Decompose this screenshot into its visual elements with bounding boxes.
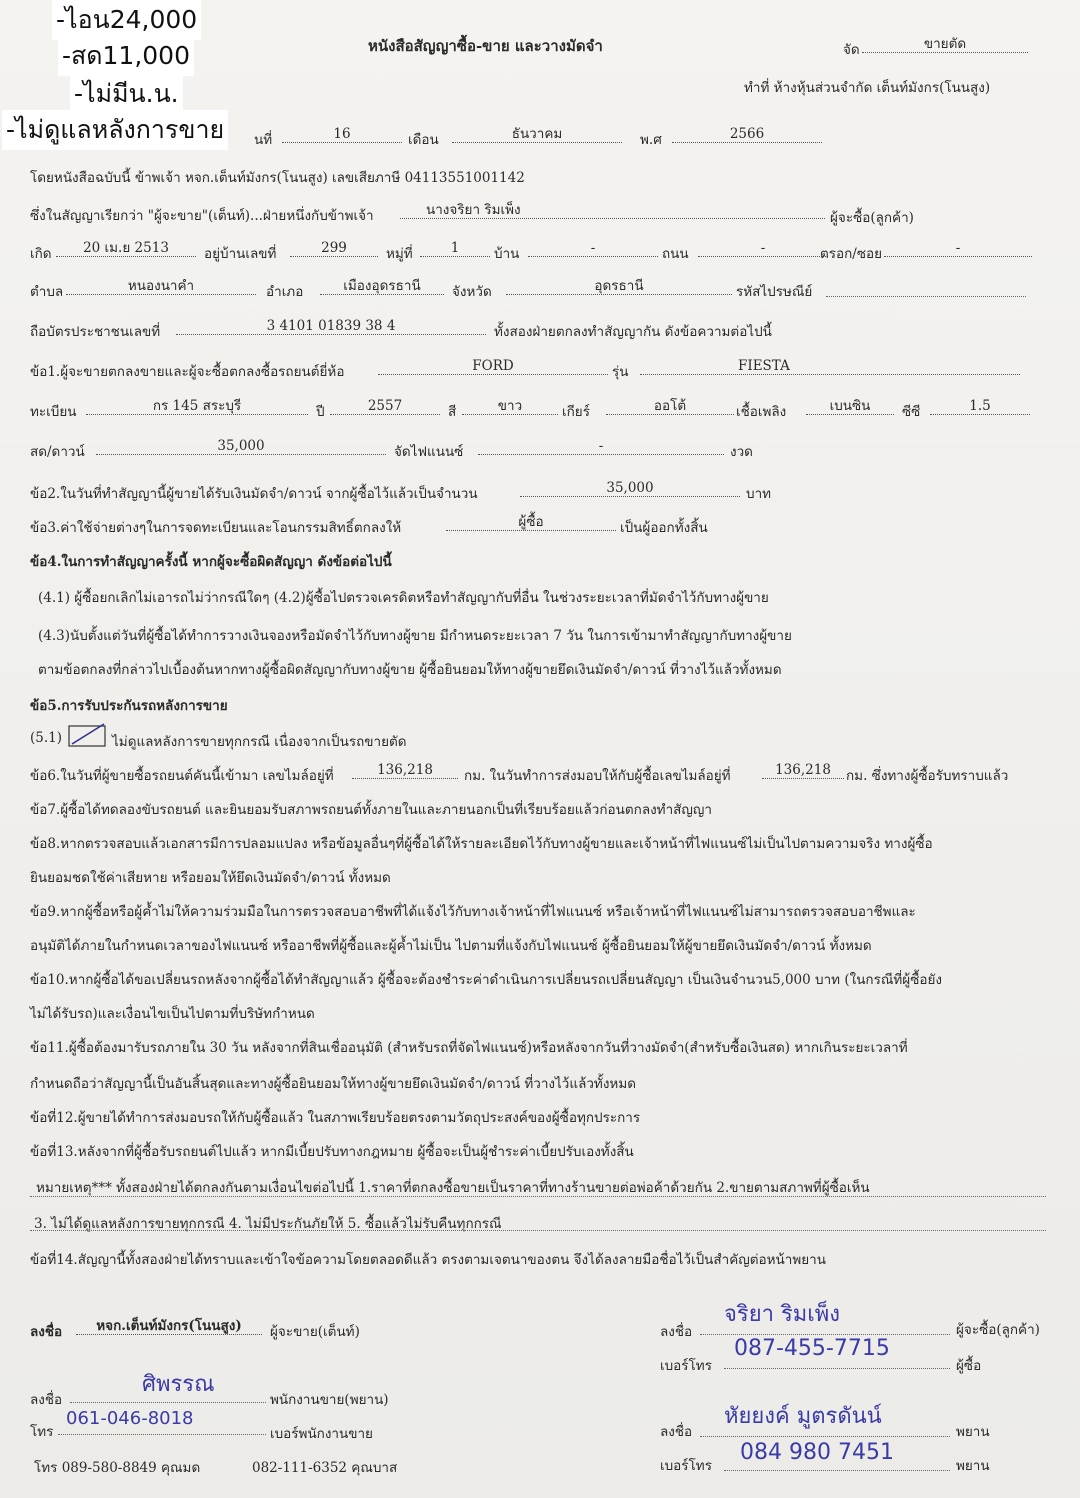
tag-label: จัด <box>843 42 860 58</box>
car-model: FIESTA <box>640 358 1020 375</box>
sales-phone: 061-046-8018 <box>66 1408 194 1429</box>
district: เมืองอุดรธานี <box>320 278 444 295</box>
checked-checkbox[interactable] <box>68 722 106 746</box>
fuel-label: เชื้อเพลิง <box>736 404 787 420</box>
village: - <box>528 240 658 257</box>
model-label: รุ่น <box>612 364 629 380</box>
house-label: อยู่บ้านเลขที่ <box>204 246 277 262</box>
seller-sign-label: ลงชื่อ <box>30 1324 63 1340</box>
witness-phone-role: พยาน <box>956 1458 990 1474</box>
clause13-text: ข้อที่13.หลังจากที่ผู้ซื้อรับรถยนต์ไปแล้ว หากมีเบี้ยปรับทางกฎหมาย ผู้ซื้อจะเป็นผู้ชำระค่าเบี้ยปรับเองทั้งสิ้น <box>30 1144 634 1160</box>
car-gear: ออโต้ <box>606 398 734 415</box>
province-label: จังหวัด <box>452 284 492 300</box>
id-number: 3 4101 01839 38 4 <box>176 318 486 335</box>
buyer-role: ผู้จะซื้อ(ลูกค้า) <box>956 1322 1040 1338</box>
cash-amount: 35,000 <box>96 438 386 455</box>
remark-line-2: 3. ไม่ได้ดูแลหลังการขายทุกกรณี 4. ไม่มีประกันภัยให้ 5. ซื้อแล้วไม่รับคืนทุกกรณี <box>34 1216 502 1232</box>
clause4-line-2: (4.3)นับตั้งแต่วันที่ผู้ซื้อได้ทำการวางเงินจองหรือมัดจำไว้กับทางผู้ขาย มีกำหนดระยะเวลา 7 วัน ในการเข้ามาทำสัญญากับทางผู้ขาย <box>38 628 792 644</box>
overlay-line-3: -ไม่มีน.น. <box>70 74 183 114</box>
witness-sign-label: ลงชื่อ <box>660 1424 693 1440</box>
mileage-in: 136,218 <box>352 762 458 779</box>
id-suffix: ทั้งสองฝ่ายตกลงทำสัญญากัน ดังข้อความต่อไปนี้ <box>494 324 772 340</box>
clause6-text-c: กม. ซึ่งทางผู้ซื้อรับทราบแล้ว <box>846 768 1009 784</box>
tag-value: ขายตัด <box>862 36 1028 53</box>
district-label: อำเภอ <box>266 284 304 300</box>
moo-no: 1 <box>420 240 490 257</box>
clause7-text: ข้อ7.ผู้ซื้อได้ทดลองขับรถยนต์ และยินยอมรับสภาพรถยนต์ทั้งภายในและภายนอกเป็นที่เรียบร้อยแล้วก่อนตกลงทำสัญญา <box>30 802 712 818</box>
road: - <box>698 240 828 257</box>
intro-line-1: โดยหนังสือฉบับนี้ ข้าพเจ้า หจก.เต็นท์มังกร(โนนสูง) เลขเสียภาษี 04113551001142 <box>30 170 525 186</box>
clause11-line-2: กำหนดถือว่าสัญญานี้เป็นอันสิ้นสุดและทางผู้ซื้อยินยอมให้ทางผู้ขายยึดเงินมัดจำ/ดาวน์ ที่วางไว้แล้วทั้งหมด <box>30 1076 636 1092</box>
clause10-line-1: ข้อ10.หากผู้ซื้อได้ขอเปลี่ยนรถหลังจากผู้ซื้อได้ทำสัญญาแล้ว ผู้ซื้อจะต้องชำระค่าดำเนินการเปลี่ยนรถเปลี่ยนสัญญา เป็นเงินจำนวน5,000 บาท (ในกรณีที่ผู้ซื้อยัง <box>30 972 942 988</box>
buyer-role: ผู้จะซื้อ(ลูกค้า) <box>830 210 914 226</box>
witness-phone: 084 980 7451 <box>740 1440 894 1465</box>
clause5-title: ข้อ5.การรับประกันรถหลังการขาย <box>30 698 228 714</box>
seller-name: หจก.เต็นท์มังกร(โนนสูง) <box>76 1318 262 1335</box>
cc-label: ซีซี <box>902 404 921 420</box>
installment-label: งวด <box>730 444 753 460</box>
moo-label: หมู่ที่ <box>386 246 413 262</box>
witness-phone-label: เบอร์โทร <box>660 1458 712 1474</box>
seller-role: ผู้จะขาย(เต็นท์) <box>270 1324 360 1340</box>
car-plate: กร 145 สระบุรี <box>86 398 308 415</box>
car-fuel: เบนซิน <box>806 398 894 415</box>
plate-label: ทะเบียน <box>30 404 77 420</box>
overlay-line-2: -สด11,000 <box>58 36 194 76</box>
alley-label: ตรอก/ซอย <box>820 246 883 262</box>
subdistrict-label: ตำบล <box>30 284 64 300</box>
clause6-text-a: ข้อ6.ในวันที่ผู้ขายซื้อรถยนต์คันนี้เข้ามา เลขไมล์อยู่ที่ <box>30 768 334 784</box>
id-label: ถือบัตรประชาชนเลขที่ <box>30 324 161 340</box>
buyer-phone: 087-455-7715 <box>734 1336 890 1361</box>
clause2-text: ข้อ2.ในวันที่ทำสัญญานี้ผู้ขายได้รับเงินมัดจำ/ดาวน์ จากผู้ซื้อไว้แล้วเป็นจำนวน <box>30 486 478 502</box>
contact-2: 082-111-6352 คุณบาส <box>252 1460 398 1476</box>
cash-label: สด/ดาวน์ <box>30 444 85 460</box>
alley: - <box>884 240 1032 257</box>
clause4-line-3: ตามข้อตกลงที่กล่าวไปเบื้องต้นหากทางผู้ซื้อผิดสัญญากับทางผู้ขาย ผู้ซื้อยินยอมให้ทางผู้ขายยึดเงินมัดจำ/ดาวน์ ที่วางไว้แล้วทั้งหมด <box>38 662 782 678</box>
buyer-phone-label: เบอร์โทร <box>660 1358 712 1374</box>
village-label: บ้าน <box>494 246 520 262</box>
witness-signature: หัยยงค์ มูตรดันน์ <box>724 1404 882 1429</box>
born-label: เกิด <box>30 246 52 262</box>
sales-tel-label: โทร <box>30 1424 54 1440</box>
car-brand: FORD <box>378 358 608 375</box>
month-label: เดือน <box>408 132 439 148</box>
buyer-signature: จริยา ริมเพ็ง <box>724 1302 841 1327</box>
deposit-unit: บาท <box>746 486 772 502</box>
sales-role: พนักงานขาย(พยาน) <box>270 1392 389 1408</box>
date-day: 16 <box>282 126 402 143</box>
contract-place: ทำที่ ห้างหุ้นส่วนจำกัด เต็นท์มังกร(โนนสูง) <box>744 80 991 96</box>
clause4-line-1: (4.1) ผู้ซื้อยกเลิกไม่เอารถไม่ว่ากรณีใดๆ (4.2)ผู้ซื้อไปตรวจเครดิตหรือทำสัญญากับที่อื่น ในช่วงระยะเวลาที่มัดจำไว้กับทางผู้ขาย <box>38 590 769 606</box>
clause10-line-2: ไม่ได้รับรถ)และเงื่อนไขเป็นไปตามที่บริษัทกำหนด <box>30 1006 315 1022</box>
overlay-line-1: -ไอน24,000 <box>52 0 201 40</box>
date-prefix: นที่ <box>254 132 273 148</box>
clause1-text: ข้อ1.ผู้จะขายตกลงขายและผู้จะซื้อตกลงซื้อรถยนต์ยี่ห้อ <box>30 364 345 380</box>
clause8-line-1: ข้อ8.หากตรวจสอบแล้วเอกสารมีการปลอมแปลง หรือข้อมูลอื่นๆที่ผู้ซื้อได้ให้รายละเอียดไว้กับทางผู้ขายและเจ้าหน้าที่ไฟแนนซ์ไม่เป็นไปตามความจริง ทางผู้ซื้อ <box>30 836 933 852</box>
buyer-sign-label: ลงชื่อ <box>660 1324 693 1340</box>
clause11-line-1: ข้อ11.ผู้ซื้อต้องมารับรถภายใน 30 วัน หลังจากที่สินเชื่ออนุมัติ (สำหรับรถที่จัดไฟแนนซ์)หรือหลังจากวันที่วางมัดจำ(สำหรับซื้อเงินสด) หากเกินระยะเวลาที่ <box>30 1040 908 1056</box>
date-year: 2566 <box>672 126 822 143</box>
sales-phone-role: เบอร์พนักงานขาย <box>270 1426 373 1442</box>
clause6-text-b: กม. ในวันทำการส่งมอบให้กับผู้ซื้อเลขไมล์อยู่ที่ <box>464 768 731 784</box>
clause5-text: ไม่ดูแลหลังการขายทุกกรณี เนื่องจากเป็นรถขายตัด <box>112 734 407 750</box>
clause5-number: (5.1) <box>30 730 63 746</box>
clause9-line-2: อนุมัติได้ภายในกำหนดเวลาของไฟแนนซ์ หรืออาชีพที่ผู้ซื้อและผู้ค้ำไม่เป็น ไปตามที่แจ้งกับไฟแนนซ์ ผู้ซื้อยินยอมให้ผู้ขายยึดเงินมัดจำ/ดาวน์ ทั้งหมด <box>30 938 872 954</box>
mileage-out: 136,218 <box>762 762 844 779</box>
color-label: สี <box>448 404 457 420</box>
deposit-amount: 35,000 <box>520 480 740 497</box>
clause12-text: ข้อที่12.ผู้ขายได้ทำการส่งมอบรถให้กับผู้ซื้อแล้ว ในสภาพเรียบร้อยตรงตามวัตถุประสงค์ของผู้ซื้อทุกประการ <box>30 1110 641 1126</box>
gear-label: เกียร์ <box>562 404 590 420</box>
province: อุดรธานี <box>506 278 732 295</box>
date-month: ธันวาคม <box>452 126 622 143</box>
subdistrict: หนองนาคำ <box>66 278 256 295</box>
year-label: พ.ศ <box>640 132 662 148</box>
car-year-label: ปี <box>316 404 325 420</box>
road-label: ถนน <box>662 246 689 262</box>
overlay-line-4: -ไม่ดูแลหลังการขาย <box>2 110 228 150</box>
buyer-phone-role: ผู้ซื้อ <box>956 1358 982 1374</box>
document-title: หนังสือสัญญาซื้อ-ขาย และวางมัดจำ <box>368 37 603 55</box>
car-cc: 1.5 <box>930 398 1030 415</box>
sales-sign-label: ลงชื่อ <box>30 1392 63 1408</box>
clause8-line-2: ยินยอมชดใช้ค่าเสียหาย หรือยอมให้ยึดเงินมัดจำ/ดาวน์ ทั้งหมด <box>30 870 391 886</box>
remark-line-1: หมายเหตุ*** ทั้งสองฝ่ายได้ตกลงกันตามเงื่อนไขต่อไปนี้ 1.ราคาที่ตกลงซื้อขายเป็นราคาที่ทางร้านขายต่อพ่อค้าด้วยกัน 2.ขายตามสภาพที่ผู้ซื้อเห็น <box>36 1180 870 1196</box>
fee-payer: ผู้ซื้อ <box>446 514 616 531</box>
born-date: 20 เม.ย 2513 <box>56 240 196 257</box>
intro-line-2: ซึ่งในสัญญาเรียกว่า "ผู้จะขาย"(เต็นท์)...ฝ่ายหนึ่งกับข้าพเจ้า <box>30 208 374 224</box>
car-color: ขาว <box>462 398 558 415</box>
contact-1: โทร 089-580-8849 คุณมด <box>34 1460 201 1476</box>
clause14-text: ข้อที่14.สัญญานี้ทั้งสองฝ่ายได้ทราบและเข้าใจข้อความโดยตลอดดีแล้ว ตรงตามเจตนาของตน จึงได้ลงลายมือชื่อไว้เป็นสำคัญต่อหน้าพยาน <box>30 1252 826 1268</box>
sales-signature: ศิพรรณ <box>142 1372 215 1397</box>
finance-label: จัดไฟแนนซ์ <box>394 444 464 460</box>
finance-amount: - <box>478 438 724 455</box>
buyer-name: นางจริยา ริมเพ็ง <box>400 202 825 219</box>
checkbox-mark-icon <box>68 722 108 748</box>
clause3-text: ข้อ3.ค่าใช้จ่ายต่างๆในการจดทะเบียนและโอนกรรมสิทธิ์ตกลงให้ <box>30 520 402 536</box>
car-year: 2557 <box>330 398 440 415</box>
clause9-line-1: ข้อ9.หากผู้ซื้อหรือผู้ค้ำไม่ให้ความร่วมมือในการตรวจสอบอาชีพที่ได้แจ้งไว้กับทางเจ้าหน้าที่ไฟแนนซ์ หรือเจ้าหน้าที่ไฟแนนซ์ไม่สามารถตรวจสอบอาชีพและ <box>30 904 916 920</box>
postcode-label: รหัสไปรษณีย์ <box>736 284 813 300</box>
clause4-title: ข้อ4.ในการทำสัญญาครั้งนี้ หากผู้จะซื้อผิดสัญญา ดังข้อต่อไปนี้ <box>30 554 392 570</box>
witness-role: พยาน <box>956 1424 990 1440</box>
house-no: 299 <box>290 240 378 257</box>
clause3-suffix: เป็นผู้ออกทั้งสิ้น <box>620 520 708 536</box>
